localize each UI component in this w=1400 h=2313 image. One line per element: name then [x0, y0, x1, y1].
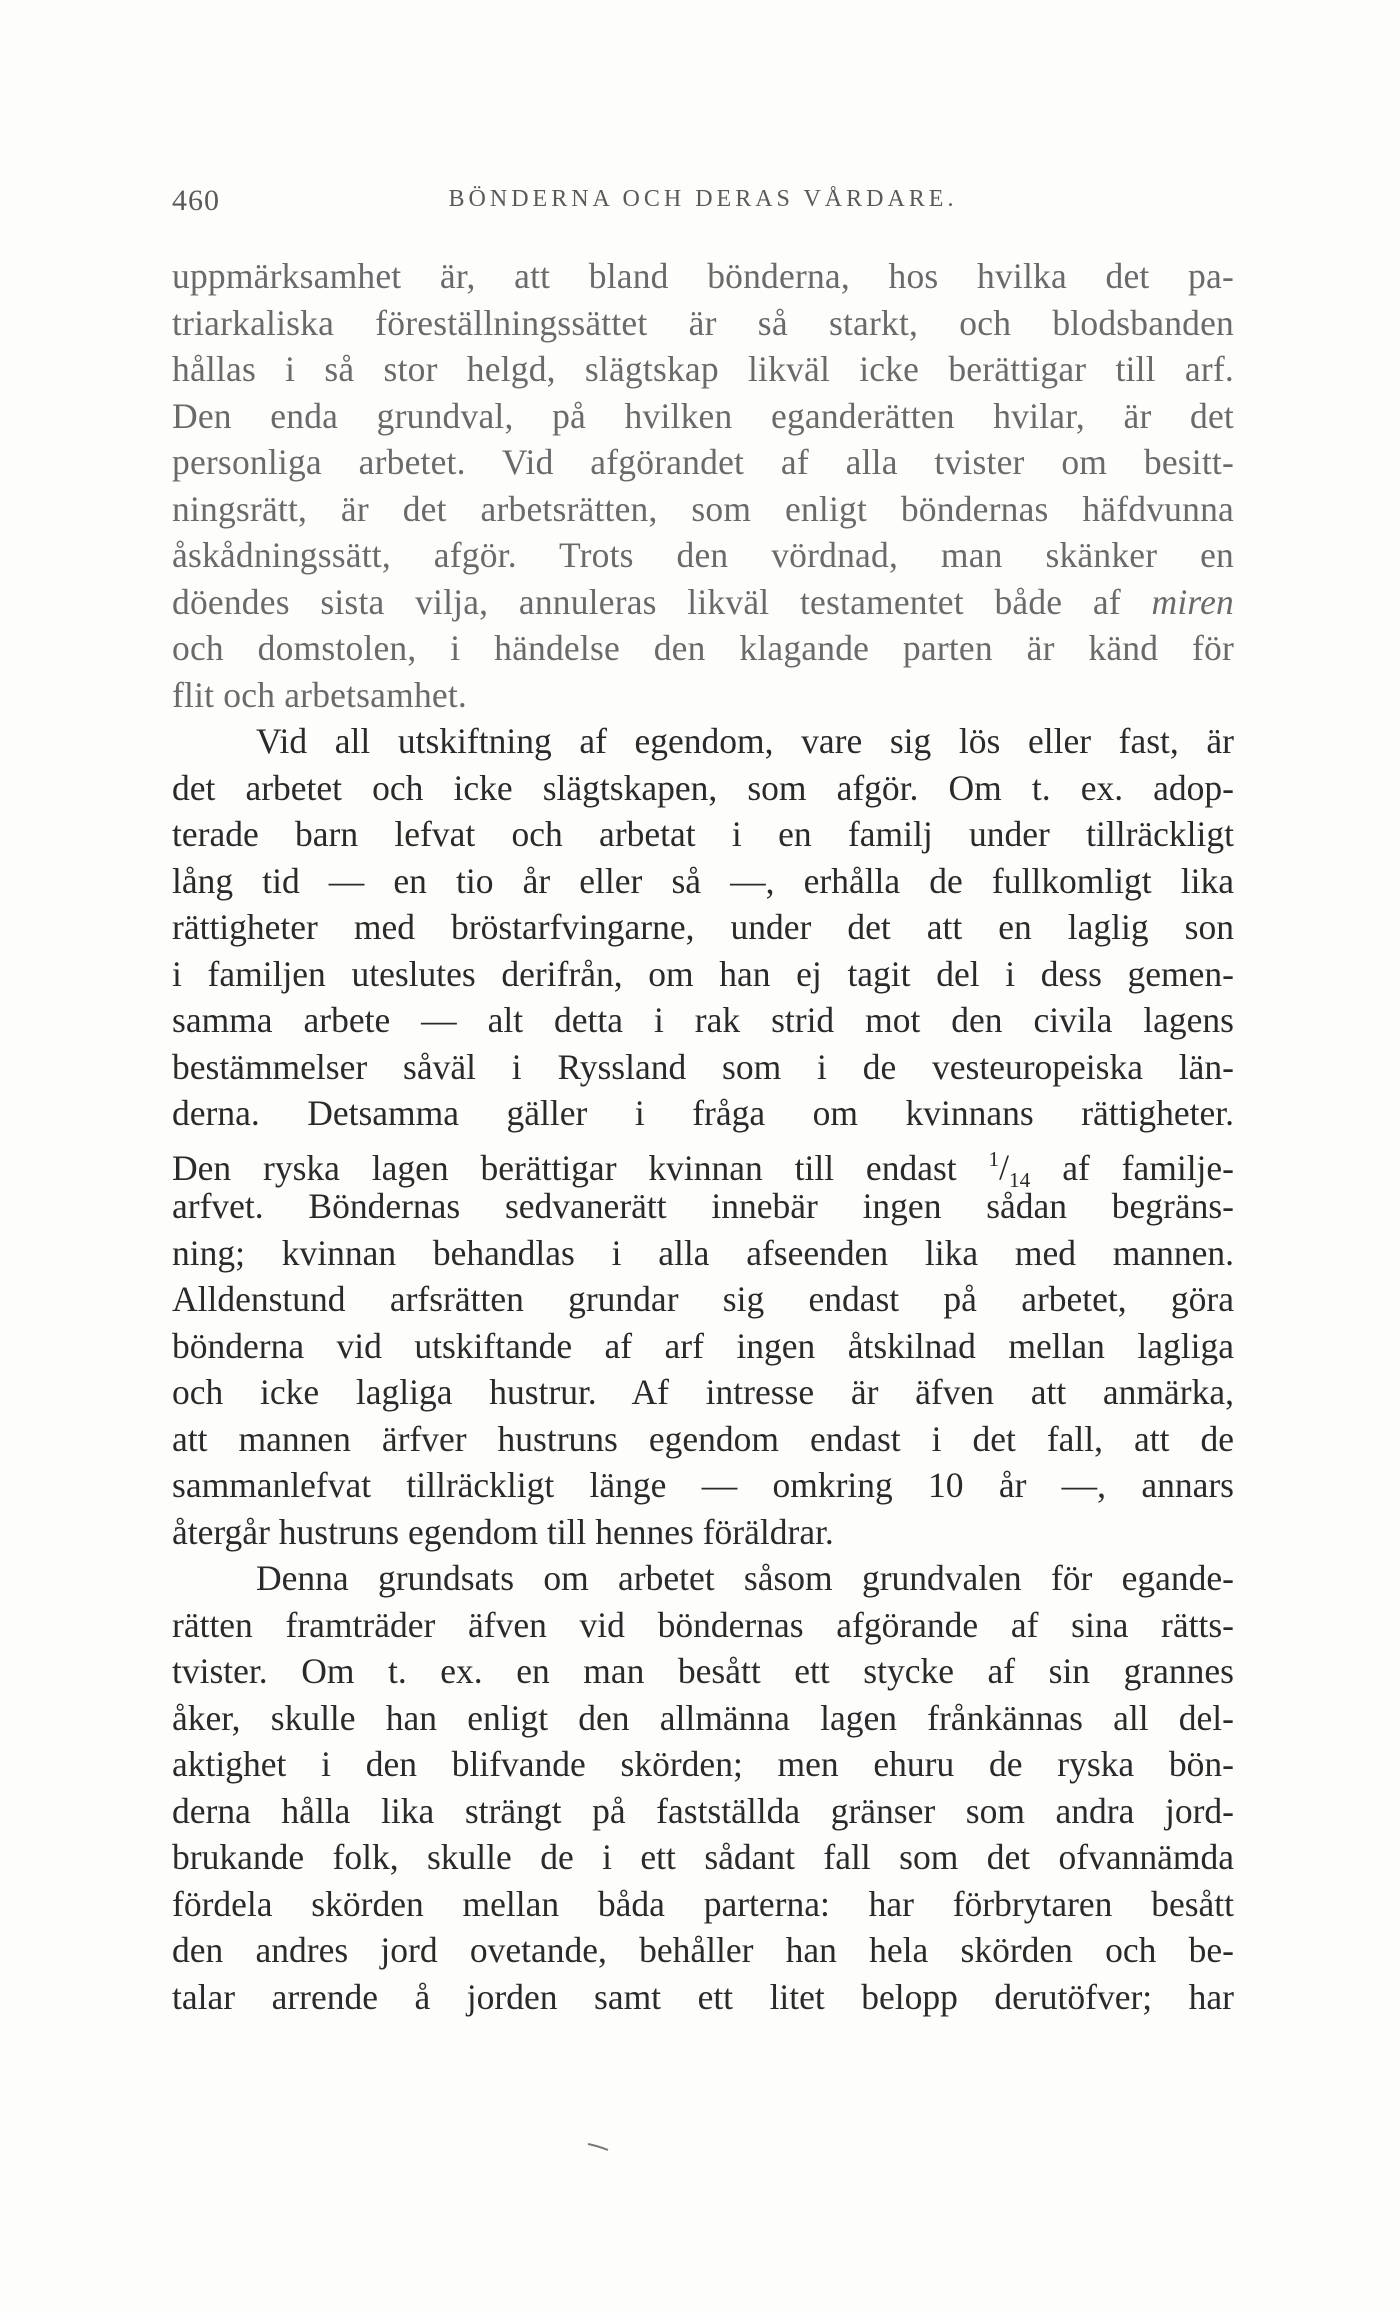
text-line: det arbetet och icke slägtskapen, som afgör. Om t. ex. adop- [172, 767, 1234, 808]
text-line: den andres jord ovetande, behåller han hela skörden och be- [172, 1930, 1234, 1970]
text-line: Vid all utskiftning af egendom, vare sig lös eller fast, är [256, 721, 1234, 761]
text-line: tvister. Om t. ex. en man besått ett stycke af sin grannes [172, 1651, 1234, 1691]
text-line: arfvet. Böndernas sedvanerätt innebär ingen sådan begräns- [172, 1186, 1234, 1226]
text-line: flit och arbetsamhet. [172, 674, 467, 715]
text-line: uppmärksamhet är, att bland bönderna, hos hvilka det pa- [172, 256, 1234, 296]
fraction-numerator: 1 [988, 1147, 1000, 1172]
text-line: samma arbete — alt detta i rak strid mot den civila lagens [172, 1000, 1234, 1040]
text-line: och domstolen, i händelse den klagande parten är känd för [172, 628, 1234, 668]
text-line: aktighet i den blifvande skörden; men ehuru de ryska bön- [172, 1744, 1234, 1784]
text-line: terade barn lefvat och arbetat i en familj under tillräckligt [172, 814, 1234, 854]
text-line: ningsrätt, är det arbetsrätten, som enligt böndernas häfdvunna [172, 488, 1234, 529]
running-head: BÖNDERNA OCH DERAS VÅRDARE. [448, 186, 958, 212]
body-text [172, 253, 1234, 2020]
text-line: åker, skulle han enligt den allmänna lagen frånkännas all del- [172, 1697, 1234, 1738]
text-line: lång tid — en tio år eller så —, erhålla de fullkomligt lika [172, 860, 1234, 901]
text-line: brukande folk, skulle de i ett sådant fall som det ofvannämda [172, 1837, 1234, 1877]
italic-word: miren [1151, 581, 1234, 622]
text-line [172, 1137, 1234, 1193]
text-line: rättigheter med bröstarfvingarne, under det att en laglig son [172, 907, 1234, 947]
text-line: bönderna vid utskiftande af arf ingen åtskilnad mellan lagliga [172, 1325, 1234, 1366]
text-line: triarkaliska föreställningssättet är så starkt, och blodsbanden [172, 302, 1234, 343]
text-line: sammanlefvat tillräckligt länge — omkring 10 år —, annars [172, 1465, 1234, 1505]
text-line: i familjen uteslutes derifrån, om han ej tagit del i dess gemen- [172, 953, 1234, 994]
paragraph-1 [172, 253, 1234, 718]
text-line: åskådningssätt, afgör. Trots den vördnad, man skänker en [172, 535, 1234, 575]
text-line: att mannen ärfver hustruns egendom endast i det fall, att de [172, 1418, 1234, 1459]
fraction-denominator: 14 [1009, 1168, 1031, 1193]
page-header [172, 184, 1234, 224]
paragraph-3 [172, 1555, 1234, 2020]
text-line: talar arrende å jorden samt ett litet belopp derutöfver; har [172, 1976, 1234, 2017]
fraction: $^1/_{14}$ [988, 1147, 1031, 1193]
text-line-start: Den ryska lagen berättigar kvinnan till endast [172, 1147, 989, 1188]
text-line: derna. Detsamma gäller i fråga om kvinnans rättigheter. [172, 1093, 1234, 1133]
paragraph-2 [172, 718, 1234, 1555]
text-line: Denna grundsats om arbetet såsom grundvalen för egande- [256, 1558, 1234, 1598]
text-line: och icke lagliga hustrur. Af intresse är äfven att anmärka, [172, 1372, 1234, 1412]
page-number: 460 [172, 184, 220, 217]
text-line: Den enda grundval, på hvilken eganderätten hvilar, är det [172, 395, 1234, 436]
printer-mark [586, 2140, 610, 2152]
text-line-end: af familje- [1030, 1147, 1234, 1188]
text-line: personliga arbetet. Vid afgörandet af alla tvister om besitt- [172, 442, 1234, 482]
text-line: återgår hustruns egendom till hennes föräldrar. [172, 1511, 834, 1552]
text-line: hållas i så stor helgd, slägtskap likväl icke berättigar till arf. [172, 349, 1234, 389]
text-line [172, 579, 1234, 626]
text-line: derna hålla lika strängt på fastställda gränser som andra jord- [172, 1790, 1234, 1831]
text-line: fördela skörden mellan båda parterna: har förbrytaren besått [172, 1883, 1234, 1924]
text-line: rätten framträder äfven vid böndernas afgörande af sina rätts- [172, 1604, 1234, 1645]
text-line-start: döendes sista vilja, annuleras likväl testamentet både af [172, 581, 1152, 622]
text-line: ning; kvinnan behandlas i alla afseenden lika med mannen. [172, 1232, 1234, 1273]
text-line: bestämmelser såväl i Ryssland som i de vesteuropeiska län- [172, 1046, 1234, 1087]
text-line: Alldenstund arfsrätten grundar sig endast på arbetet, göra [172, 1279, 1234, 1319]
